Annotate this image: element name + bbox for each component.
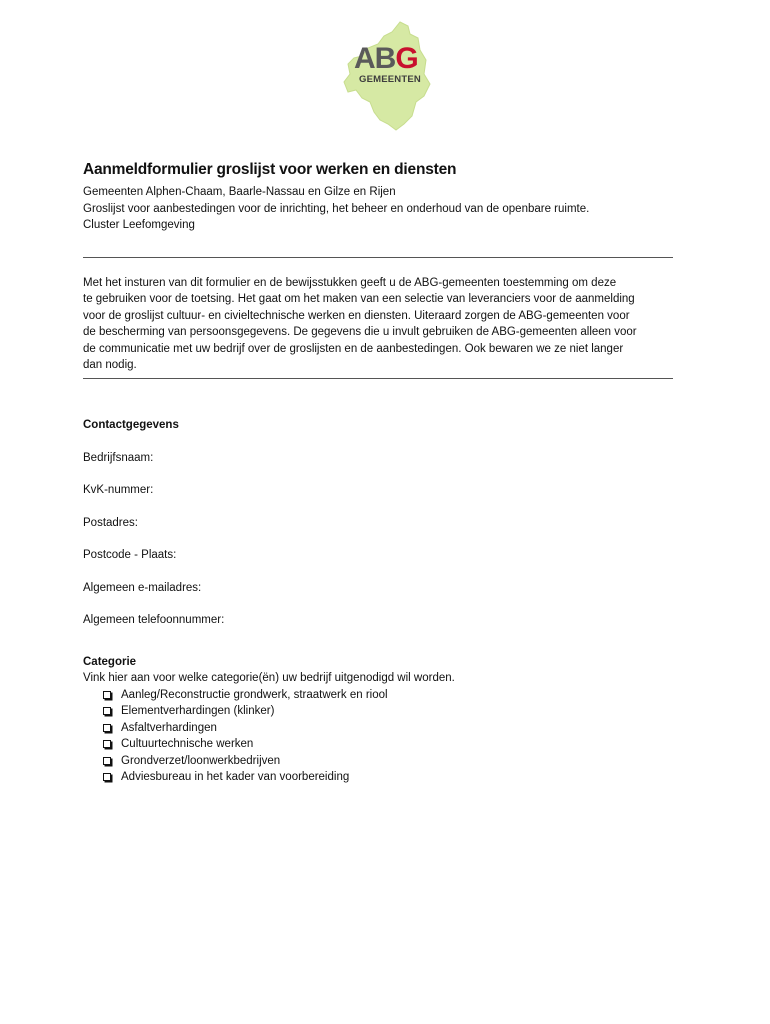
checkbox-icon[interactable] (103, 691, 111, 699)
contact-section (83, 417, 673, 628)
option-label: Cultuurtechnische werken (121, 738, 254, 751)
category-option[interactable] (103, 769, 673, 786)
category-instruction: Vink hier aan voor welke categorie(ën) uw bedrijf uitgenodigd wil worden. (83, 672, 455, 685)
field-postcode-city[interactable]: Postcode - Plaats: (83, 549, 177, 562)
field-company-name[interactable]: Bedrijfsnaam: (83, 451, 154, 464)
form-content (83, 160, 673, 786)
checkbox-icon[interactable] (103, 740, 111, 748)
category-option[interactable] (103, 703, 673, 720)
abg-logo (340, 20, 432, 132)
header-line-cluster: Cluster Leefomgeving (83, 219, 195, 231)
divider-bottom (83, 378, 673, 379)
logo-letters (354, 44, 418, 74)
category-options (83, 687, 673, 786)
header-line-description: Groslijst voor aanbestedingen voor de inrichting, het beheer en onderhoud van de openbare ruimte. (83, 202, 590, 215)
option-label: Adviesbureau in het kader van voorbereiding (121, 771, 350, 784)
field-email[interactable]: Algemeen e-mailadres: (83, 581, 202, 594)
category-heading: Categorie (83, 656, 137, 669)
option-label: Asfaltverhardingen (121, 721, 217, 734)
option-label: Aanleg/Reconstructie grondwerk, straatwerk en riool (121, 688, 388, 701)
option-label: Grondverzet/loonwerkbedrijven (121, 754, 281, 767)
checkbox-icon[interactable] (103, 757, 111, 765)
checkbox-icon[interactable] (103, 724, 111, 732)
option-label: Elementverhardingen (klinker) (121, 705, 275, 718)
checkbox-icon[interactable] (103, 773, 111, 781)
category-option[interactable] (103, 687, 673, 704)
logo-letter-accent: G (395, 42, 418, 75)
privacy-intro (83, 275, 673, 375)
field-kvk-number[interactable]: KvK-nummer: (83, 484, 154, 497)
field-phone[interactable]: Algemeen telefoonnummer: (83, 614, 225, 627)
intro-line: voor de groslijst cultuur- en civieltechnische werken en diensten. Uiteraard zorgen de ABG-gemeenten voor (83, 309, 630, 322)
contact-heading: Contactgegevens (83, 419, 179, 432)
category-section (83, 654, 673, 786)
category-option[interactable] (103, 736, 673, 753)
intro-line: te gebruiken voor de toetsing. Het gaat om het maken van een selectie van leveranciers voor de aanmelding (83, 293, 635, 306)
intro-line: de bescherming van persoonsgegevens. De gegevens die u invult gebruiken de ABG-gemeenten alleen voor (83, 326, 637, 339)
divider-top (83, 257, 673, 258)
checkbox-icon[interactable] (103, 707, 111, 715)
logo-subtitle: GEMEENTEN (359, 74, 421, 85)
field-postal-address[interactable]: Postadres: (83, 516, 138, 529)
header-line-municipalities: Gemeenten Alphen-Chaam, Baarle-Nassau en Gilze en Rijen (83, 186, 396, 198)
category-option[interactable] (103, 720, 673, 737)
intro-line: de communicatie met uw bedrijf over de groslijsten en de aanbestedingen. Ook bewaren we ze niet langer (83, 342, 624, 355)
intro-line: dan nodig. (83, 359, 137, 372)
intro-line: Met het insturen van dit formulier en de bewijsstukken geeft u de ABG-gemeenten toestemming om deze (83, 276, 617, 289)
page-title: Aanmeldformulier groslijst voor werken en diensten (83, 161, 457, 178)
category-option[interactable] (103, 753, 673, 770)
logo-letters-main: AB (354, 42, 396, 75)
